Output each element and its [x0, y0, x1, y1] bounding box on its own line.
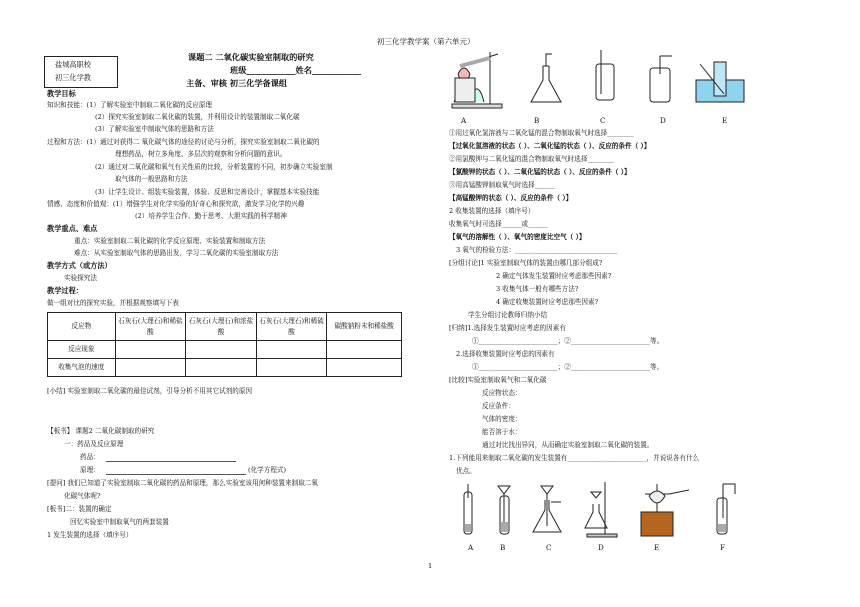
goal-line-2: (2）探究实验室制取二氧化碳的装置，并利用设计的装置制取二氧化碳 — [95, 113, 300, 121]
apparatus-c-icon — [596, 50, 614, 100]
keypoint-2: 难点：从实验室制取气体的思路出发，学习二氧化碳的实验室制取方法 — [74, 249, 279, 257]
right-line: ①用过氧化氢溶液与二氧化锰的混合物制取氧气时选择________ — [449, 129, 634, 137]
goal-line-10: (2）培养学生合作、勤于思考、大胆实践的科学精神 — [135, 212, 287, 220]
method-text: 实验探究法 — [64, 274, 97, 282]
right-line: 【氧气的溶解性（ ）、氧气的密度比空气（ ）】 — [449, 233, 586, 241]
device-label-bottom: D — [598, 543, 604, 552]
apparatus-e-icon — [696, 62, 744, 102]
drug-answer-line[interactable] — [106, 461, 236, 462]
process-heading: 教学过程： — [47, 286, 83, 295]
right-line: ③用高锰酸钾制取氧气时选择______ — [449, 181, 555, 189]
table-header-reactant: 反应物 — [48, 313, 116, 341]
apparatus-a-icon — [452, 52, 502, 108]
question-line: [提问] 我们已知道了实验室制取二氧化碳的药品和原理，那么实验室该用何种装置来制取二氧 — [47, 479, 318, 487]
right-line: ①________________________；②________________________等。 — [472, 337, 664, 345]
device-label-bottom: F — [720, 543, 725, 552]
table-cell[interactable] — [115, 341, 186, 359]
right-line: ①________________________；②________________________等。 — [472, 363, 664, 371]
goal-line-4: 过程和方法：(1）通过对获得二 氧化碳气体的途径的讨论与分析，探究实验室制取二氧化碳的 — [47, 138, 320, 146]
apparatus-b-icon — [498, 486, 510, 534]
table-cell: 反应现象 — [48, 341, 116, 359]
apparatus-a-icon — [464, 484, 472, 534]
right-line: 1.下列能用来制取二氧化碳的发生装置有________________________，并说说各有什么 — [449, 454, 700, 462]
apparatus-f-icon — [717, 484, 735, 534]
table-cell[interactable] — [256, 341, 327, 359]
goal-line-6: (2）通过对二氧化碳和氧气有关性质的比较，分析装置的不同，初步确立实验室制 — [95, 163, 333, 171]
table-cell[interactable] — [115, 359, 186, 377]
table-cell: 收集气泡的速度 — [48, 359, 116, 377]
table-cell[interactable] — [327, 359, 402, 377]
right-line: 4 确定收集装置时应考虑那些因素? — [496, 298, 599, 306]
goal-line-1: 知识和技能：(1）了解实验室中制取二氧化碳的反应原理 — [47, 101, 213, 109]
school-box — [44, 56, 118, 88]
right-line: [归纳]1.选择发生装置时应考虑的因素有 — [449, 324, 566, 332]
table-cell[interactable] — [186, 359, 257, 377]
table-cell[interactable] — [327, 341, 402, 359]
lesson-title: 课题二 二氧化碳实验室制取的研究 — [188, 52, 314, 62]
principle-answer-line[interactable] — [106, 474, 246, 475]
device-label-top: D — [660, 116, 666, 125]
class-name-line: 班级____________姓名____________ — [230, 65, 362, 75]
device-label-top: A — [461, 116, 467, 125]
table-row — [48, 359, 402, 377]
right-line: 反应条件： — [482, 402, 515, 410]
apparatus-c-icon — [533, 486, 561, 532]
right-line: 学生分组讨论教师归纳小结 — [468, 311, 548, 319]
apparatus-d-icon — [650, 56, 672, 102]
table-header-col4: 碳酸钠粉末和稀盐酸 — [327, 313, 402, 341]
goals-heading: 教学目标 — [47, 89, 76, 98]
board-sub1: 一：药品及反应原理 — [64, 440, 124, 448]
page-number: 1 — [428, 562, 433, 570]
recall-line: 回忆实验室中制取氧气的两套装置 — [70, 518, 169, 526]
right-line: 收集氧气时可选择______或______ — [449, 220, 548, 228]
device-label-top: E — [722, 116, 728, 125]
goal-line-5: 理想药品，树立多角度、多层次的观察和分析问题的意识。 — [115, 150, 287, 158]
right-line: [分组讨论]1 实验室制取气体的装置由哪几部分组成? — [449, 259, 603, 267]
co2-apparatus-figure — [455, 478, 755, 540]
device-label-bottom: A — [468, 543, 474, 552]
apparatus-e-icon — [641, 484, 689, 536]
process-intro: 做一组对比的探究实验，并根据观察填写下表 — [47, 299, 179, 307]
right-line: 能否溶于水： — [482, 428, 522, 436]
running-header: 初三化学教学案（第六单元） — [377, 37, 475, 46]
right-line: 优点。 — [456, 467, 476, 475]
table-row — [48, 341, 402, 359]
table-header-col2: 石灰石(大理石)和浓盐酸 — [186, 313, 257, 341]
table-header-col3: 石灰石(大理石)和稀硫酸 — [256, 313, 327, 341]
device-label-top: B — [534, 116, 540, 125]
editors-line: 主备、审核 初三化学备课组 — [186, 78, 288, 88]
oxygen-apparatus-figure — [448, 44, 748, 114]
apparatus-d-icon — [585, 482, 617, 537]
experiment-table — [47, 312, 402, 377]
method-heading: 教学方式（或方法） — [47, 261, 112, 270]
right-line: 【高锰酸钾的状态（ ）、反应的条件（ ）】 — [449, 194, 573, 202]
device-label-bottom: B — [500, 543, 506, 552]
right-line: [比较]实验室制取氧气和二氧化碳 — [449, 376, 547, 384]
goal-line-8: (3）让学生设计、组装实验装置，体验、反思和完善设计，掌握基本实验技能 — [95, 188, 320, 196]
table-header-col1: 石灰石(大理石)和稀盐酸 — [115, 313, 186, 341]
device-label-bottom: C — [546, 543, 552, 552]
device-label-bottom: E — [654, 543, 660, 552]
goal-line-7: 取气体的一般思路和方法 — [115, 175, 188, 183]
board-sub2: [板书]二：装置的确定 — [47, 505, 112, 513]
right-line: 3 氧气的检验方法：_______________________________ — [456, 246, 618, 254]
table-cell[interactable] — [186, 341, 257, 359]
keypoints-heading: 教学重点、难点 — [47, 224, 98, 233]
drug-label: 药品： — [80, 453, 100, 461]
school-line-2: 初三化学教 — [55, 73, 91, 82]
right-line: 2.选择收集装置时应考虑的因素有 — [456, 350, 555, 358]
right-line: 3 收集气体一般有哪些方法? — [496, 285, 579, 293]
principle-suffix: (化学方程式) — [248, 466, 287, 474]
table-cell[interactable] — [256, 359, 327, 377]
right-line: 2 收集装置的选择（填序号） — [449, 207, 535, 215]
right-line: 【过氧化氢溶液的状态（ ）、二氧化锰的状态（ ）、反应的条件（ ）】 — [449, 142, 651, 150]
goal-line-9: 情感、态度和价值观：(1）增强学生对化学实验的好奇心和探究欲，激发学习化学的兴趣 — [47, 200, 305, 208]
right-line: 气体的密度： — [482, 415, 522, 423]
school-line-1: 盐城高职校 — [55, 60, 91, 69]
summary-line: [小结] 实验室制取二氧化碳的最佳试剂，引导分析不用其它试剂的原因 — [47, 387, 253, 395]
right-line: ②用氯酸钾与二氧化锰的混合物制取氧气时选择________ — [449, 155, 614, 163]
right-line: 2 确定气体发生装置时应考虑那些因素? — [496, 272, 612, 280]
apparatus-b-icon — [531, 54, 561, 102]
right-line: 通过对比找出异同，从而确定实验室制取二氧化碳的装置。 — [482, 441, 654, 449]
right-line: 【氯酸钾的状态（ ）、二氧化锰的状态（ ）、反应的条件（ ）】 — [449, 168, 631, 176]
board-title: 【板书】 课题2 二氧化碳制取的研究 — [47, 427, 155, 435]
device-label-top: C — [600, 116, 606, 125]
device-select-line: 1 发生装置的选择（填序号） — [47, 531, 133, 539]
principle-label: 原理： — [80, 466, 100, 474]
goal-line-3: (3）了解实验室中制取气体的思路和方法 — [95, 125, 214, 133]
question-line-2: 化碳气体呢? — [64, 492, 101, 500]
right-line: 反应物状态： — [482, 389, 522, 397]
keypoint-1: 重点：实验室制取二氧化碳的化学反应原理、实验装置和制取方法 — [74, 237, 266, 245]
